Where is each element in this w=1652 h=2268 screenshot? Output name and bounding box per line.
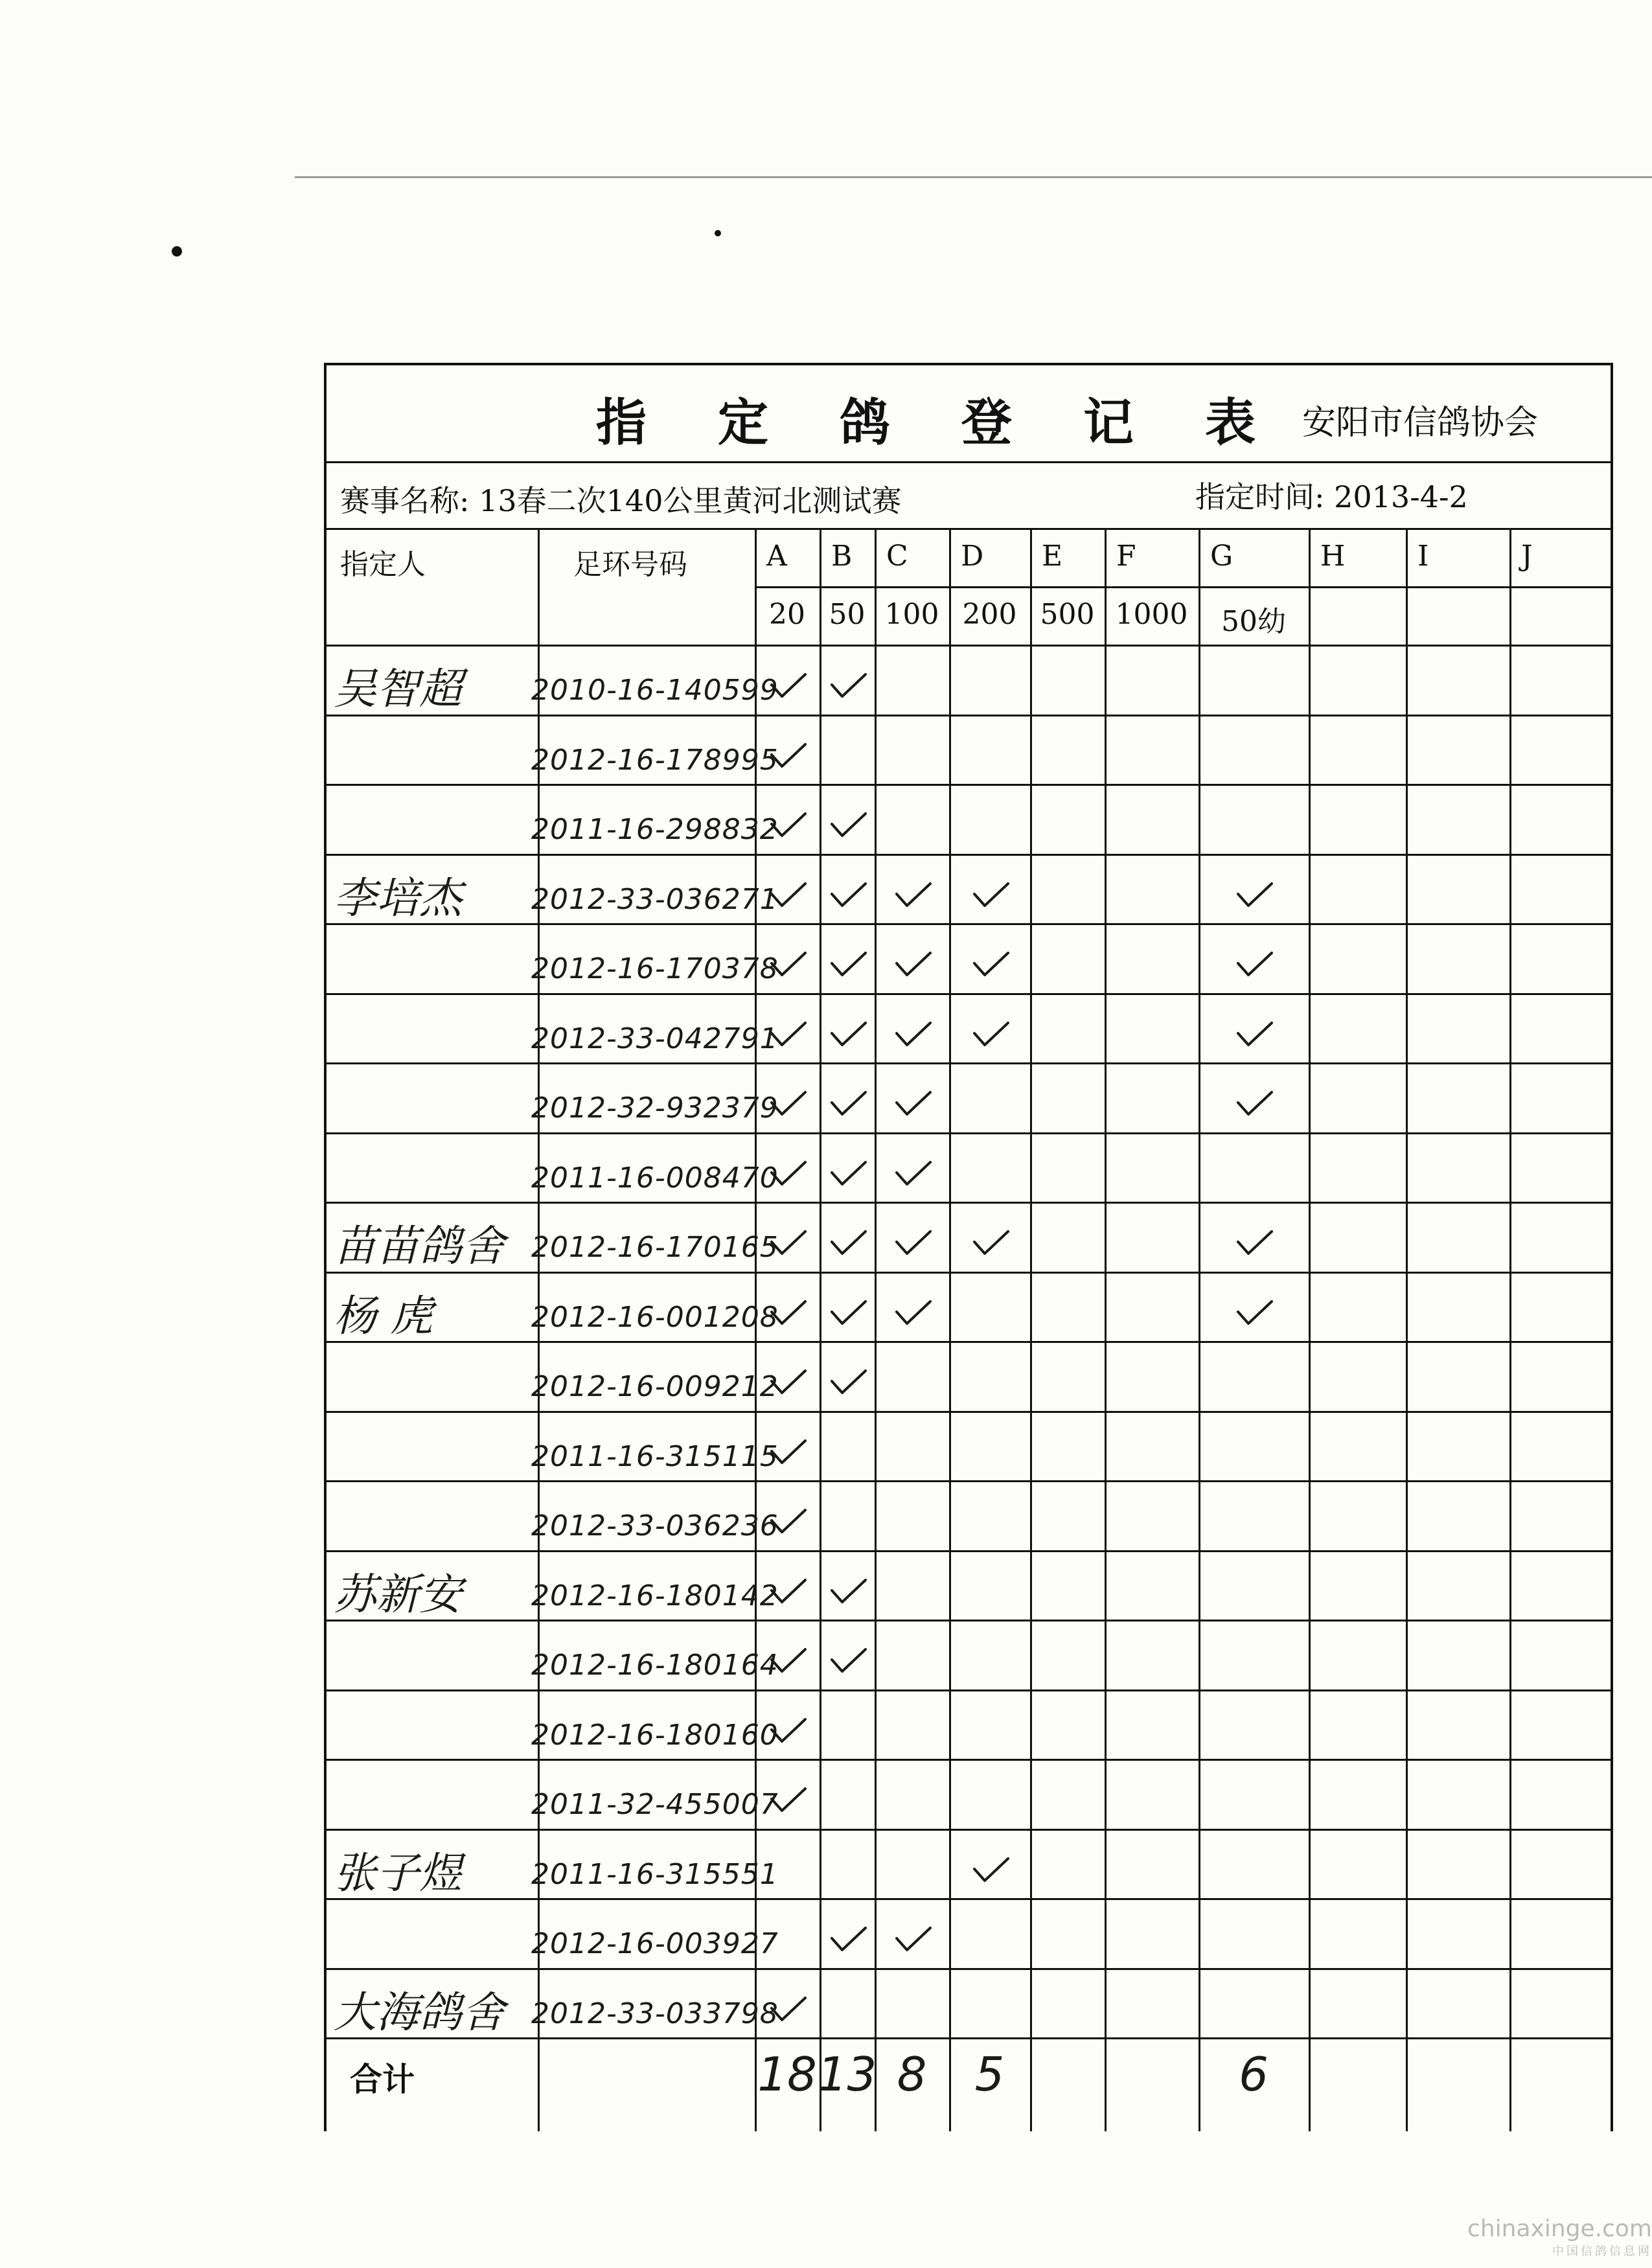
ring-number: 2012-16-009212 — [531, 1370, 779, 1403]
row-divider — [324, 854, 1613, 856]
check-mark-B — [829, 1228, 868, 1259]
check-mark-B — [829, 1158, 868, 1189]
check-mark-A — [769, 1994, 808, 2025]
column-letter-H: H — [1320, 540, 1346, 573]
column-divider — [1309, 528, 1311, 2131]
check-mark-B — [829, 1924, 868, 1955]
owner-name: 苏新安 — [334, 1569, 462, 1620]
column-letter-B: B — [831, 540, 853, 573]
check-mark-C — [894, 1298, 933, 1329]
column-letter-G: G — [1210, 540, 1233, 573]
column-divider — [1406, 528, 1408, 2131]
ring-number: 2012-16-170378 — [531, 952, 779, 985]
ring-number: 2012-16-003927 — [531, 1927, 779, 1960]
row-divider — [324, 784, 1613, 786]
column-amount-G: 50幼 — [1221, 605, 1286, 638]
check-mark-D — [972, 1855, 1011, 1886]
column-letter-E: E — [1042, 540, 1063, 573]
check-mark-C — [894, 1924, 933, 1955]
check-mark-C — [894, 1158, 933, 1189]
check-mark-G — [1235, 1298, 1274, 1329]
owner-name: 大海鸽舍 — [334, 1987, 505, 2037]
check-mark-A — [769, 1785, 808, 1816]
total-label: 合计 — [350, 2060, 415, 2098]
check-mark-C — [894, 1228, 933, 1259]
form-title: 指定鸽登记表 — [596, 393, 1327, 452]
column-letter-J: J — [1521, 540, 1533, 573]
ring-number: 2012-33-036271 — [531, 882, 779, 916]
check-mark-A — [769, 949, 808, 980]
owner-name: 张子煜 — [334, 1848, 462, 1898]
check-mark-C — [894, 1088, 933, 1119]
ring-number: 2012-16-180142 — [531, 1579, 779, 1612]
column-divider — [875, 528, 877, 2131]
check-mark-B — [829, 1088, 868, 1119]
column-divider — [820, 528, 821, 2131]
watermark-main: chinaxinge.com — [1467, 2216, 1652, 2242]
divider — [324, 645, 1613, 647]
check-mark-B — [829, 1576, 868, 1607]
scan-speck — [715, 230, 721, 236]
check-mark-G — [1235, 1088, 1274, 1119]
check-mark-C — [894, 1019, 933, 1050]
race-info — [340, 477, 901, 520]
check-mark-B — [829, 670, 868, 702]
check-mark-A — [769, 1088, 808, 1119]
check-mark-G — [1235, 1228, 1274, 1259]
ring-number: 2012-33-042791 — [531, 1022, 779, 1055]
check-mark-D — [972, 880, 1011, 911]
check-mark-A — [769, 1506, 808, 1537]
owner-header: 指定人 — [340, 548, 426, 581]
check-mark-A — [769, 1645, 808, 1677]
ring-number: 2011-16-315551 — [531, 1857, 779, 1891]
column-amount-F: 1000 — [1115, 598, 1188, 631]
row-divider — [324, 1829, 1613, 1831]
ring-number: 2012-16-180160 — [531, 1718, 779, 1752]
column-divider — [1030, 528, 1032, 2131]
column-amount-B: 50 — [829, 598, 866, 631]
row-divider — [324, 1898, 1613, 1900]
total-G: 6 — [1239, 2047, 1268, 2102]
check-mark-A — [769, 1437, 808, 1468]
ring-number: 2012-32-932379 — [531, 1092, 779, 1125]
check-mark-G — [1235, 949, 1274, 980]
race-name: 13春二次140公里黄河北测试赛 — [479, 483, 902, 518]
column-letter-I: I — [1417, 540, 1429, 573]
ring-number: 2012-16-178995 — [531, 743, 779, 777]
check-mark-D — [972, 1019, 1011, 1050]
meta-row — [324, 463, 1613, 528]
ring-number: 2011-32-455007 — [531, 1788, 779, 1821]
total-B: 13 — [817, 2047, 877, 2102]
registration-form — [324, 363, 1613, 2131]
row-divider — [324, 715, 1613, 716]
ring-number: 2012-16-001208 — [531, 1300, 779, 1334]
column-letter-A: A — [766, 540, 787, 573]
check-mark-A — [769, 1298, 808, 1329]
date-label: 指定时间: — [1195, 479, 1325, 514]
row-divider — [324, 1132, 1613, 1134]
row-divider — [324, 1690, 1613, 1691]
row-divider — [324, 1341, 1613, 1343]
column-amount-E: 500 — [1040, 598, 1095, 631]
row-divider — [324, 1411, 1613, 1413]
watermark-sub: 中国信鸽信息网 — [1552, 2245, 1652, 2258]
row-divider — [324, 1968, 1613, 1970]
scan-speck — [172, 246, 182, 257]
row-divider — [324, 2037, 1613, 2039]
check-mark-B — [829, 1298, 868, 1329]
column-divider — [1199, 528, 1200, 2131]
row-divider — [324, 923, 1613, 925]
row-divider — [324, 1202, 1613, 1204]
row-divider — [324, 1062, 1613, 1064]
scan-edge-line — [295, 176, 1652, 178]
check-mark-A — [769, 1367, 808, 1398]
check-mark-A — [769, 1228, 808, 1259]
ring-number: 2012-16-180164 — [531, 1649, 779, 1682]
race-label: 赛事名称: — [340, 483, 470, 518]
date-value: 2013-4-2 — [1334, 479, 1468, 514]
site-watermark — [1445, 2216, 1652, 2259]
ring-number: 2012-33-033798 — [531, 1997, 779, 2030]
ring-header: 足环号码 — [573, 548, 687, 581]
ring-number: 2012-33-036236 — [531, 1509, 779, 1542]
check-mark-A — [769, 1576, 808, 1607]
check-mark-G — [1235, 880, 1274, 911]
owner-name: 杨 虎 — [334, 1290, 433, 1341]
check-mark-B — [829, 1645, 868, 1677]
column-letter-F: F — [1116, 540, 1136, 573]
row-divider — [324, 1759, 1613, 1761]
divider — [755, 586, 1613, 588]
check-mark-A — [769, 670, 808, 702]
owner-name: 吴智超 — [334, 664, 462, 714]
column-letter-D: D — [961, 540, 984, 573]
total-C: 8 — [897, 2047, 927, 2102]
total-D: 5 — [974, 2047, 1005, 2102]
check-mark-B — [829, 1019, 868, 1050]
check-mark-D — [972, 1228, 1011, 1259]
row-divider — [324, 1272, 1613, 1274]
ring-number: 2011-16-315115 — [531, 1439, 779, 1473]
check-mark-B — [829, 880, 868, 911]
ring-number: 2010-16-140599 — [531, 674, 779, 707]
column-divider — [1105, 528, 1107, 2131]
column-amount-C: 100 — [884, 598, 939, 631]
ring-number: 2012-16-170165 — [531, 1231, 779, 1264]
row-divider — [324, 1620, 1613, 1621]
row-divider — [324, 1550, 1613, 1552]
check-mark-C — [894, 880, 933, 911]
total-A: 18 — [757, 2047, 817, 2102]
check-mark-A — [769, 740, 808, 772]
check-mark-B — [829, 1367, 868, 1398]
column-letter-C: C — [886, 540, 908, 573]
check-mark-D — [972, 949, 1011, 980]
check-mark-A — [769, 1158, 808, 1189]
divider — [324, 528, 1613, 530]
ring-number: 2011-16-298832 — [531, 813, 779, 846]
check-mark-A — [769, 810, 808, 841]
column-amount-D: 200 — [962, 598, 1017, 631]
title-row — [324, 363, 1613, 463]
owner-name: 李培杰 — [334, 873, 462, 923]
ring-number: 2011-16-008470 — [531, 1161, 779, 1195]
date-info — [1195, 474, 1468, 516]
check-mark-A — [769, 1019, 808, 1050]
check-mark-C — [894, 949, 933, 980]
column-amount-A: 20 — [769, 598, 805, 631]
column-divider — [1509, 528, 1511, 2131]
check-mark-B — [829, 949, 868, 980]
check-mark-A — [769, 1715, 808, 1747]
owner-name: 苗苗鸽舍 — [334, 1221, 505, 1271]
row-divider — [324, 1480, 1613, 1482]
column-divider — [949, 528, 951, 2131]
row-divider — [324, 993, 1613, 995]
check-mark-A — [769, 880, 808, 911]
check-mark-B — [829, 810, 868, 841]
check-mark-G — [1235, 1019, 1274, 1050]
organization-name: 安阳市信鸽协会 — [1302, 404, 1539, 442]
